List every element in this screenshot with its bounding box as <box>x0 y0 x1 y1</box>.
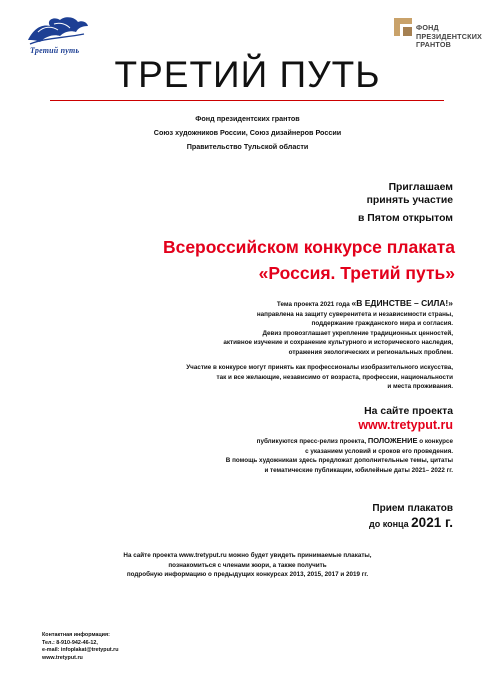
fund-logo-text: ФОНД ПРЕЗИДЕНТСКИХ ГРАНТОВ <box>416 23 483 50</box>
theme-motto: «В ЕДИНСТВЕ – СИЛА!» <box>351 298 453 308</box>
more-info: На сайте проекта www.tretyput.ru можно будет увидеть принимаемые плакаты, познакомиться с членами жюри, а также получить подробную информацию о предыдущих конкурсах 2013, 2015, 2017 и 2019 гг. <box>123 552 372 578</box>
acceptance-heading: Прием плакатов <box>372 503 453 514</box>
contact-heading: Контактная информация: <box>42 632 110 638</box>
contact-phone[interactable]: Тел.: 8-910-942-46-12, <box>42 639 98 646</box>
invitation: Приглашаем принять участие <box>366 182 453 206</box>
fund-mark-icon <box>392 16 414 38</box>
site-url-link[interactable]: www.tretyput.ru <box>358 418 453 432</box>
participants-text: Участие в конкурсе могут принять как профессионалы изобразительного искусства, так и все желающие, независимо от возраста, профессии, национальности и места проживания. <box>186 364 453 390</box>
organizer-line: Союз художников России, Союз дизайнеров России <box>153 128 342 137</box>
title-divider <box>50 100 444 101</box>
contest-title: Всероссийском конкурсе плаката «Россия. Третий путь» <box>162 237 455 283</box>
deadline: до конца 2021 г. <box>368 515 453 530</box>
logo-left-caption: Третий путь <box>30 46 80 55</box>
contact-website[interactable]: www.tretyput.ru <box>42 654 83 661</box>
contact-email[interactable]: e-mail: infoplakat@tretyput.ru <box>42 647 119 654</box>
site-info: публикуются пресс-релиз проекта, ПОЛОЖЕНИЕ о конкурсе с указанием условий и сроков его проведения. В помощь художникам здесь предложат дополнительные темы, цитаты и тематические публикации, юбилейные даты 2021– 2022 гг. <box>225 436 453 474</box>
deadline-year: 2021 <box>411 515 442 530</box>
page-title: ТРЕТИЙ ПУТЬ <box>114 54 381 95</box>
contact-info <box>42 632 119 662</box>
organizer-line: Правительство Тульской области <box>186 142 309 151</box>
theme-description: Тема проекта 2021 года «В ЕДИНСТВЕ – СИЛА!» направлена на защиту суверенитета и независимости страны, поддержание гражданского мира и согласия. Девиз провозглашает укрепление традиционных ценностей, активное изучение и сохранение культурного и исторического наследия, отражения экологических и региональных проблем. <box>223 298 453 356</box>
site-heading: На сайте проекта <box>364 406 453 417</box>
horses-icon <box>24 14 90 48</box>
tretiy-put-logo <box>18 14 96 58</box>
fund-logo <box>392 14 488 54</box>
organizer-line: Фонд президентских грантов <box>195 114 300 123</box>
organizers <box>0 112 495 154</box>
regulation-word: ПОЛОЖЕНИЕ <box>367 436 418 445</box>
fifth-open-text: в Пятом открытом <box>358 213 453 224</box>
